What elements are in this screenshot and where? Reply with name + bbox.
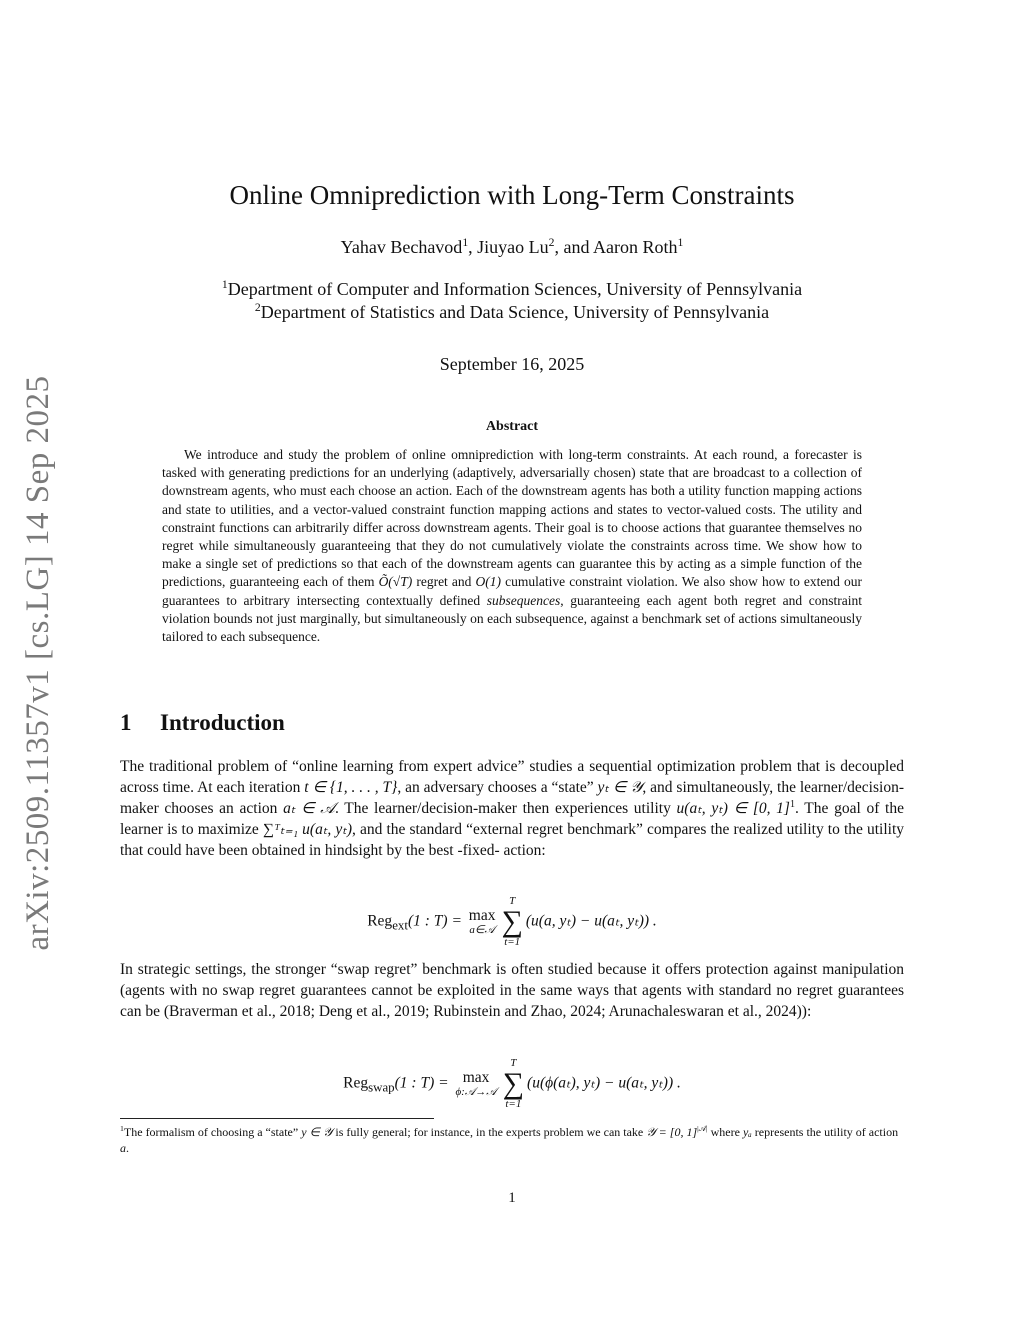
affiliation-mark: 1 [677, 236, 684, 249]
footnote-text: is fully general; for instance, in the experts problem we can take [332, 1125, 647, 1139]
max-operator [469, 907, 496, 936]
affiliation-line [0, 302, 1024, 323]
author-name: Yahav Bechavod [340, 237, 463, 257]
footnote-text: The formalism of choosing a “state” [123, 1125, 302, 1139]
sum-operator [501, 896, 522, 948]
equation-external-regret [0, 896, 1024, 948]
equation-lhs: Reg [343, 1074, 369, 1092]
paper-title: Online Omniprediction with Long-Term Constraints [229, 180, 795, 210]
abstract-text: We introduce and study the problem of online omniprediction with long-term constraints. At each round, a forecaster is tasked with generating predictions for an underlying (adaptively, adversarially chosen) state that are broadcast to a collection of downstream agents, who must each choose an action. Each of the downstream agents has both a utility function mapping actions and state to utilities, and a vector-valued constraint function mapping actions and states to vector-valued costs. The utility and constraint functions can arbitrarily differ across downstream agents. Their goal is to choose actions that guarantee themselves no regret while simultaneously guaranteeing that they do not cumulatively violate the constraints across time. We show how to make a single set of predictions so that each of the downstream agents can guarantee this by acting as a simple function of the predictions, guaranteeing each of them [162, 447, 862, 590]
affiliation-mark: 2 [548, 236, 555, 249]
max-subscript: a∈𝒜 [469, 924, 495, 937]
author-list [0, 237, 1024, 258]
sum-symbol: ∑ [502, 1067, 525, 1100]
author-name: Jiuyao Lu [477, 237, 549, 257]
arxiv-identifier-stamp: arXiv:2509.11357v1 [cs.LG] 14 Sep 2025 [20, 375, 56, 951]
inline-math: Õ(√T) [378, 574, 413, 590]
paragraph-text: , and simultaneously, the learner/decision-maker chooses an action [120, 779, 904, 817]
footnote-mark: 1 [120, 1124, 124, 1133]
section-number: 1 [120, 710, 132, 735]
affiliation-mark: 1 [462, 236, 469, 249]
max-subscript: ϕ:𝒜→𝒜 [455, 1086, 497, 1099]
paragraph-text: , an adversary chooses a “state” [397, 779, 598, 796]
author-name: Aaron Roth [593, 237, 678, 257]
max-operator [455, 1069, 496, 1098]
sum-upper: T [509, 895, 516, 907]
equation-rhs: (u(a, yₜ) − u(aₜ, yₜ)) . [525, 912, 657, 930]
paragraph-text: . The learner/decision-maker then experiences utility [334, 800, 677, 817]
sum-operator [503, 1058, 524, 1110]
paragraph-text: . The goal of the learner is to maximize [120, 800, 904, 838]
inline-math: 𝒴 = [0, 1] [646, 1125, 698, 1139]
equation-swap-regret [0, 1058, 1024, 1110]
intro-paragraph: In strategic settings, the stronger “swap regret” benchmark is often studied because it offers protection against manipulation (agents with no swap regret guarantees cannot be exploited in the same ways that agents with standard no regret guarantees can be (Braverman et al., 2018; Deng et al., 2019; Rubinstein and Zhao, 2024; Arunachaleswaran et al., 2024)): [120, 961, 904, 1020]
intro-paragraph [120, 756, 904, 861]
affiliation-line [0, 279, 1024, 300]
section-title: Introduction [160, 710, 285, 735]
author-separator: , [468, 237, 478, 257]
inline-math: aₜ ∈ 𝒜 [283, 800, 335, 817]
footnote [120, 1124, 904, 1156]
inline-math: yₜ ∈ 𝒴 [597, 779, 643, 796]
inline-math: ∑ᵀₜ₌₁ u(aₜ, yₜ) [262, 821, 352, 838]
inline-math: O(1) [475, 574, 502, 590]
footnote-text: . [126, 1141, 129, 1155]
equation-lhs: Reg [367, 912, 393, 930]
inline-math: yₐ [742, 1125, 752, 1139]
footnote-text: where [707, 1125, 743, 1139]
abstract-text: cumulative constraint violation. We also show how to extend our guarantees to arbitrary intersecting contextually defined [162, 574, 863, 608]
author-separator: , and [554, 237, 593, 257]
equation-subscript: ext [392, 917, 408, 933]
equation-subscript: swap [368, 1079, 395, 1095]
inline-math: t ∈ {1, . . . , T} [304, 779, 398, 796]
affiliation-mark: 1 [221, 278, 228, 291]
sum-symbol: ∑ [501, 905, 523, 938]
inline-math-superscript: |𝒜| [697, 1124, 708, 1133]
footnote-text: represents the utility of action [751, 1125, 899, 1139]
sum-lower: t=1 [505, 1098, 522, 1110]
inline-math: u(aₜ, yₜ) ∈ [0, 1] [676, 800, 790, 817]
paragraph-text: , and the standard “external regret benchmark” compares the realized utility to the utility that could have been obtained in hindsight by the best -fixed- action: [120, 821, 905, 859]
affiliation-text: Department of Computer and Information Sciences, University of Pennsylvania [227, 279, 803, 299]
equation-args: (1 : T) = [394, 1074, 453, 1092]
footnote-mark: 1 [789, 798, 795, 810]
equation-args: (1 : T) = [407, 912, 466, 930]
paragraph-text: The traditional problem of “online learning from expert advice” studies a sequential optimization problem that is decoupled across time. At each iteration [120, 758, 904, 796]
abstract-text: regret and [412, 574, 476, 590]
page-number: 1 [508, 1190, 516, 1206]
section-heading [120, 710, 285, 736]
equation-rhs: (u(ϕ(aₜ), yₜ) − u(aₜ, yₜ)) . [527, 1074, 681, 1092]
abstract-heading: Abstract [485, 419, 539, 434]
publication-date: September 16, 2025 [439, 354, 585, 374]
footnote-rule [120, 1118, 434, 1119]
inline-math: y ∈ 𝒴 [301, 1125, 333, 1139]
affiliation-text: Department of Statistics and Data Science, University of Pennsylvania [260, 302, 770, 322]
abstract-text: , guaranteeing each agent both regret and constraint violation bounds not just marginally, but simultaneously on each subsequence, against a benchmark set of actions simultaneously tailored to each subsequence. [162, 592, 862, 645]
affiliation-mark: 2 [254, 301, 261, 314]
emphasis: subsequences [486, 592, 561, 608]
sum-upper: T [510, 1057, 517, 1069]
abstract-body [162, 446, 862, 646]
max-label: max [468, 907, 496, 925]
sum-lower: t=1 [504, 936, 521, 948]
inline-math: a [120, 1141, 126, 1155]
max-label: max [462, 1069, 490, 1087]
